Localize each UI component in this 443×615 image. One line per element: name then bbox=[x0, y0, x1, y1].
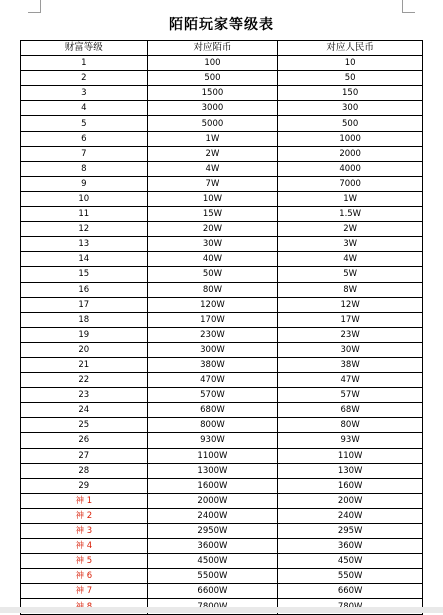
cell-momo-coins: 300W bbox=[147, 342, 278, 357]
cell-momo-coins: 2400W bbox=[147, 508, 278, 523]
table-row bbox=[21, 116, 423, 131]
cell-momo-coins: 1600W bbox=[147, 478, 278, 493]
cell-rmb: 550W bbox=[278, 569, 423, 584]
cell-wealth-level: 16 bbox=[21, 282, 148, 297]
table-row bbox=[21, 493, 423, 508]
cell-rmb: 450W bbox=[278, 554, 423, 569]
cell-rmb: 300 bbox=[278, 101, 423, 116]
cell-wealth-level: 9 bbox=[21, 176, 148, 191]
table-row bbox=[21, 554, 423, 569]
cell-momo-coins: 20W bbox=[147, 222, 278, 237]
cell-wealth-level: 神 4 bbox=[21, 539, 148, 554]
table-row bbox=[21, 508, 423, 523]
cell-momo-coins: 7W bbox=[147, 176, 278, 191]
table-row bbox=[21, 342, 423, 357]
table-row bbox=[21, 312, 423, 327]
cell-rmb: 160W bbox=[278, 478, 423, 493]
cell-momo-coins: 15W bbox=[147, 207, 278, 222]
cell-rmb: 4W bbox=[278, 252, 423, 267]
cell-momo-coins: 4W bbox=[147, 161, 278, 176]
cell-wealth-level: 4 bbox=[21, 101, 148, 116]
cell-momo-coins: 50W bbox=[147, 267, 278, 282]
table-row bbox=[21, 161, 423, 176]
cell-wealth-level: 25 bbox=[21, 418, 148, 433]
table-row bbox=[21, 403, 423, 418]
table-row bbox=[21, 282, 423, 297]
cell-rmb: 30W bbox=[278, 342, 423, 357]
table-row bbox=[21, 524, 423, 539]
cell-momo-coins: 30W bbox=[147, 237, 278, 252]
level-table bbox=[20, 40, 423, 615]
cell-momo-coins: 4500W bbox=[147, 554, 278, 569]
cell-wealth-level: 6 bbox=[21, 131, 148, 146]
cell-momo-coins: 1300W bbox=[147, 463, 278, 478]
table-row bbox=[21, 539, 423, 554]
table-row bbox=[21, 146, 423, 161]
cell-rmb: 2W bbox=[278, 222, 423, 237]
table-row bbox=[21, 101, 423, 116]
header-momo-coins: 对应陌币 bbox=[147, 41, 278, 56]
cell-momo-coins: 5500W bbox=[147, 569, 278, 584]
cell-momo-coins: 40W bbox=[147, 252, 278, 267]
cell-rmb: 50 bbox=[278, 71, 423, 86]
page-bottom-edge bbox=[0, 607, 443, 613]
cell-momo-coins: 100 bbox=[147, 56, 278, 71]
cell-rmb: 110W bbox=[278, 448, 423, 463]
cell-rmb: 5W bbox=[278, 267, 423, 282]
cell-momo-coins: 80W bbox=[147, 282, 278, 297]
cell-wealth-level: 14 bbox=[21, 252, 148, 267]
table-row bbox=[21, 207, 423, 222]
page-corner-mark-left bbox=[28, 0, 41, 13]
cell-momo-coins: 680W bbox=[147, 403, 278, 418]
cell-wealth-level: 10 bbox=[21, 191, 148, 206]
cell-momo-coins: 570W bbox=[147, 388, 278, 403]
cell-rmb: 150 bbox=[278, 86, 423, 101]
cell-wealth-level: 神 7 bbox=[21, 584, 148, 599]
cell-wealth-level: 24 bbox=[21, 403, 148, 418]
cell-momo-coins: 1W bbox=[147, 131, 278, 146]
cell-wealth-level: 3 bbox=[21, 86, 148, 101]
cell-rmb: 130W bbox=[278, 463, 423, 478]
table-row bbox=[21, 267, 423, 282]
cell-momo-coins: 3000 bbox=[147, 101, 278, 116]
table-row bbox=[21, 176, 423, 191]
cell-wealth-level: 15 bbox=[21, 267, 148, 282]
cell-momo-coins: 230W bbox=[147, 327, 278, 342]
cell-rmb: 3W bbox=[278, 237, 423, 252]
cell-rmb: 660W bbox=[278, 584, 423, 599]
table-row bbox=[21, 327, 423, 342]
cell-momo-coins: 1500 bbox=[147, 86, 278, 101]
table-row bbox=[21, 131, 423, 146]
cell-momo-coins: 120W bbox=[147, 297, 278, 312]
cell-wealth-level: 5 bbox=[21, 116, 148, 131]
cell-wealth-level: 21 bbox=[21, 357, 148, 372]
table-row bbox=[21, 569, 423, 584]
table-row bbox=[21, 418, 423, 433]
cell-rmb: 23W bbox=[278, 327, 423, 342]
header-row bbox=[21, 41, 423, 56]
table-row bbox=[21, 478, 423, 493]
table-row bbox=[21, 448, 423, 463]
table-row bbox=[21, 357, 423, 372]
cell-momo-coins: 930W bbox=[147, 433, 278, 448]
cell-wealth-level: 神 3 bbox=[21, 524, 148, 539]
cell-rmb: 17W bbox=[278, 312, 423, 327]
cell-wealth-level: 22 bbox=[21, 373, 148, 388]
table-row bbox=[21, 56, 423, 71]
page-corner-mark-right bbox=[402, 0, 415, 13]
cell-momo-coins: 10W bbox=[147, 191, 278, 206]
cell-rmb: 38W bbox=[278, 357, 423, 372]
table-row bbox=[21, 237, 423, 252]
cell-momo-coins: 500 bbox=[147, 71, 278, 86]
cell-momo-coins: 800W bbox=[147, 418, 278, 433]
cell-wealth-level: 20 bbox=[21, 342, 148, 357]
cell-wealth-level: 7 bbox=[21, 146, 148, 161]
header-wealth-level: 财富等级 bbox=[21, 41, 148, 56]
cell-wealth-level: 神 1 bbox=[21, 493, 148, 508]
cell-momo-coins: 2000W bbox=[147, 493, 278, 508]
table-row bbox=[21, 191, 423, 206]
cell-wealth-level: 1 bbox=[21, 56, 148, 71]
cell-wealth-level: 8 bbox=[21, 161, 148, 176]
cell-rmb: 47W bbox=[278, 373, 423, 388]
table-row bbox=[21, 584, 423, 599]
table-row bbox=[21, 86, 423, 101]
cell-momo-coins: 2950W bbox=[147, 524, 278, 539]
cell-momo-coins: 3600W bbox=[147, 539, 278, 554]
cell-rmb: 240W bbox=[278, 508, 423, 523]
cell-wealth-level: 12 bbox=[21, 222, 148, 237]
cell-rmb: 12W bbox=[278, 297, 423, 312]
table-row bbox=[21, 433, 423, 448]
cell-rmb: 200W bbox=[278, 493, 423, 508]
cell-momo-coins: 2W bbox=[147, 146, 278, 161]
cell-rmb: 80W bbox=[278, 418, 423, 433]
cell-rmb: 8W bbox=[278, 282, 423, 297]
table-row bbox=[21, 388, 423, 403]
cell-momo-coins: 6600W bbox=[147, 584, 278, 599]
cell-wealth-level: 11 bbox=[21, 207, 148, 222]
cell-momo-coins: 170W bbox=[147, 312, 278, 327]
cell-wealth-level: 18 bbox=[21, 312, 148, 327]
cell-rmb: 1W bbox=[278, 191, 423, 206]
cell-wealth-level: 2 bbox=[21, 71, 148, 86]
document-title: 陌陌玩家等级表 bbox=[169, 17, 274, 33]
cell-rmb: 1000 bbox=[278, 131, 423, 146]
cell-rmb: 93W bbox=[278, 433, 423, 448]
cell-momo-coins: 470W bbox=[147, 373, 278, 388]
cell-wealth-level: 27 bbox=[21, 448, 148, 463]
header-rmb: 对应人民币 bbox=[278, 41, 423, 56]
cell-wealth-level: 23 bbox=[21, 388, 148, 403]
cell-rmb: 10 bbox=[278, 56, 423, 71]
cell-wealth-level: 28 bbox=[21, 463, 148, 478]
cell-wealth-level: 19 bbox=[21, 327, 148, 342]
cell-rmb: 1.5W bbox=[278, 207, 423, 222]
cell-rmb: 295W bbox=[278, 524, 423, 539]
cell-wealth-level: 29 bbox=[21, 478, 148, 493]
table-body bbox=[21, 56, 423, 614]
cell-momo-coins: 1100W bbox=[147, 448, 278, 463]
cell-rmb: 7000 bbox=[278, 176, 423, 191]
cell-wealth-level: 神 6 bbox=[21, 569, 148, 584]
cell-wealth-level: 17 bbox=[21, 297, 148, 312]
cell-wealth-level: 神 2 bbox=[21, 508, 148, 523]
cell-wealth-level: 神 5 bbox=[21, 554, 148, 569]
table-row bbox=[21, 252, 423, 267]
cell-rmb: 4000 bbox=[278, 161, 423, 176]
table-row bbox=[21, 463, 423, 478]
cell-wealth-level: 26 bbox=[21, 433, 148, 448]
table-row bbox=[21, 71, 423, 86]
cell-momo-coins: 380W bbox=[147, 357, 278, 372]
cell-rmb: 68W bbox=[278, 403, 423, 418]
cell-rmb: 500 bbox=[278, 116, 423, 131]
table-row bbox=[21, 297, 423, 312]
cell-wealth-level: 13 bbox=[21, 237, 148, 252]
cell-rmb: 2000 bbox=[278, 146, 423, 161]
cell-rmb: 360W bbox=[278, 539, 423, 554]
table-row bbox=[21, 222, 423, 237]
table-row bbox=[21, 373, 423, 388]
cell-rmb: 57W bbox=[278, 388, 423, 403]
table-header bbox=[21, 41, 423, 56]
cell-momo-coins: 5000 bbox=[147, 116, 278, 131]
